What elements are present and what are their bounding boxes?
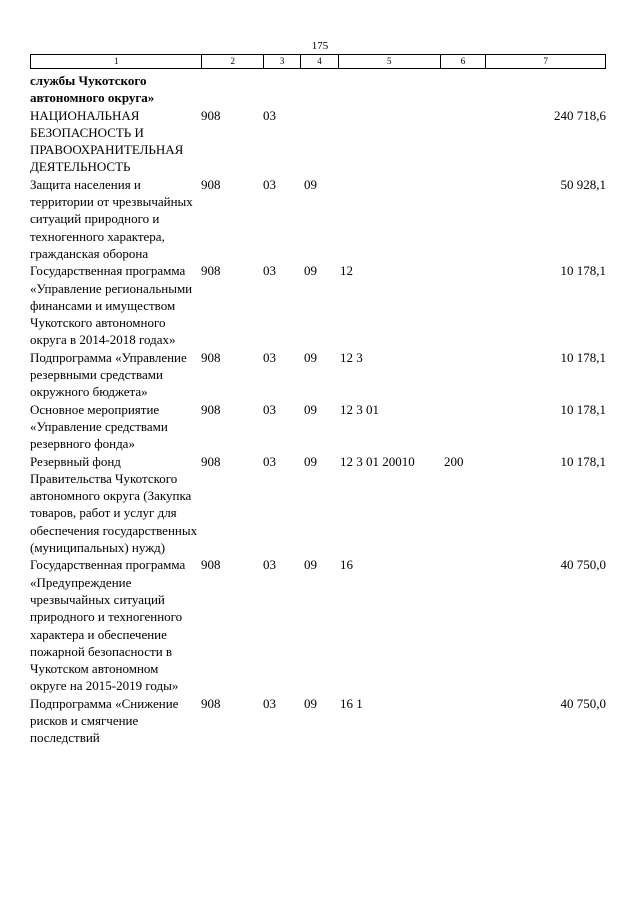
header-col-4: 4 bbox=[300, 55, 338, 68]
row-col-7: 10 178,1 bbox=[560, 349, 606, 365]
header-col-5: 5 bbox=[338, 55, 440, 68]
row-col-4: 09 bbox=[304, 263, 317, 279]
row-col-5: 16 1 bbox=[340, 695, 363, 711]
row-col-2: 908 bbox=[201, 176, 221, 192]
row-col-6: 200 bbox=[444, 453, 464, 469]
row-name: Подпрограмма «Управление резервными средствами окружного бюджета» bbox=[30, 349, 187, 400]
row-name: Государственная программа «Предупреждение чрезвычайных ситуаций природного и техногенного характера и обеспечение пожарной безопасности в Чукотском автономном округе на 2015-2019 годы» bbox=[30, 557, 186, 694]
row-col-3: 03 bbox=[263, 453, 276, 469]
row-col-5: 12 3 bbox=[340, 349, 363, 365]
table-row bbox=[30, 401, 610, 453]
table-row bbox=[30, 72, 610, 107]
row-col-2: 908 bbox=[201, 401, 221, 417]
table-row bbox=[30, 349, 610, 401]
row-col-3: 03 bbox=[263, 176, 276, 192]
row-col-2: 908 bbox=[201, 263, 221, 279]
row-name: Государственная программа «Управление региональными финансами и имуществом Чукотского автономного округа в 2014-2018 годах» bbox=[30, 263, 193, 348]
table-row bbox=[30, 262, 610, 348]
row-name: службы Чукотского автономного округа» bbox=[30, 73, 155, 106]
table-header bbox=[30, 54, 606, 69]
row-col-3: 03 bbox=[263, 557, 276, 573]
row-col-5: 12 3 01 20010 bbox=[340, 453, 415, 469]
row-col-2: 908 bbox=[201, 557, 221, 573]
row-col-7: 40 750,0 bbox=[560, 557, 606, 573]
page-number: 175 bbox=[311, 40, 329, 52]
row-name: Защита населения и территории от чрезвычайных ситуаций природного и техногенного характера, гражданская оборона bbox=[30, 176, 193, 261]
row-col-4: 09 bbox=[304, 176, 317, 192]
row-col-7: 50 928,1 bbox=[560, 176, 606, 192]
row-col-2: 908 bbox=[201, 453, 221, 469]
row-name: Резервный фонд Правительства Чукотского автономного округа (Закупка товаров, работ и услуг для обеспечения государственных (муниципальных) нужд) bbox=[30, 453, 198, 556]
header-col-7: 7 bbox=[485, 55, 605, 68]
header-col-2: 2 bbox=[201, 55, 263, 68]
row-col-4: 09 bbox=[304, 401, 317, 417]
table-row bbox=[30, 695, 610, 747]
row-col-5: 16 bbox=[340, 557, 353, 573]
row-col-4: 09 bbox=[304, 557, 317, 573]
header-col-1: 1 bbox=[113, 56, 119, 66]
row-name: НАЦИОНАЛЬНАЯ БЕЗОПАСНОСТЬ И ПРАВООХРАНИТЕЛЬНАЯ ДЕЯТЕЛЬНОСТЬ bbox=[30, 107, 184, 175]
row-col-7: 240 718,6 bbox=[554, 107, 606, 123]
table-row bbox=[30, 556, 610, 694]
header-col-3: 3 bbox=[263, 55, 300, 68]
row-col-7: 10 178,1 bbox=[560, 401, 606, 417]
row-col-4: 09 bbox=[304, 453, 317, 469]
row-col-3: 03 bbox=[263, 349, 276, 365]
row-col-5: 12 bbox=[340, 263, 353, 279]
row-col-3: 03 bbox=[263, 263, 276, 279]
row-col-3: 03 bbox=[263, 695, 276, 711]
row-col-5: 12 3 01 bbox=[340, 401, 379, 417]
row-col-4: 09 bbox=[304, 349, 317, 365]
row-col-7: 40 750,0 bbox=[560, 695, 606, 711]
row-col-7: 10 178,1 bbox=[560, 263, 606, 279]
table-row bbox=[30, 107, 610, 176]
row-name: Основное мероприятие «Управление средствами резервного фонда» bbox=[30, 401, 168, 452]
row-col-3: 03 bbox=[263, 401, 276, 417]
row-col-3: 03 bbox=[263, 107, 276, 123]
row-col-2: 908 bbox=[201, 349, 221, 365]
row-col-2: 908 bbox=[201, 695, 221, 711]
row-col-2: 908 bbox=[201, 107, 221, 123]
table-row bbox=[30, 176, 610, 262]
row-col-7: 10 178,1 bbox=[560, 453, 606, 469]
header-col-6: 6 bbox=[440, 55, 486, 68]
row-col-4: 09 bbox=[304, 695, 317, 711]
table-body bbox=[30, 72, 610, 747]
row-name: Подпрограмма «Снижение рисков и смягчение последствий bbox=[30, 695, 179, 746]
table-row bbox=[30, 453, 610, 557]
